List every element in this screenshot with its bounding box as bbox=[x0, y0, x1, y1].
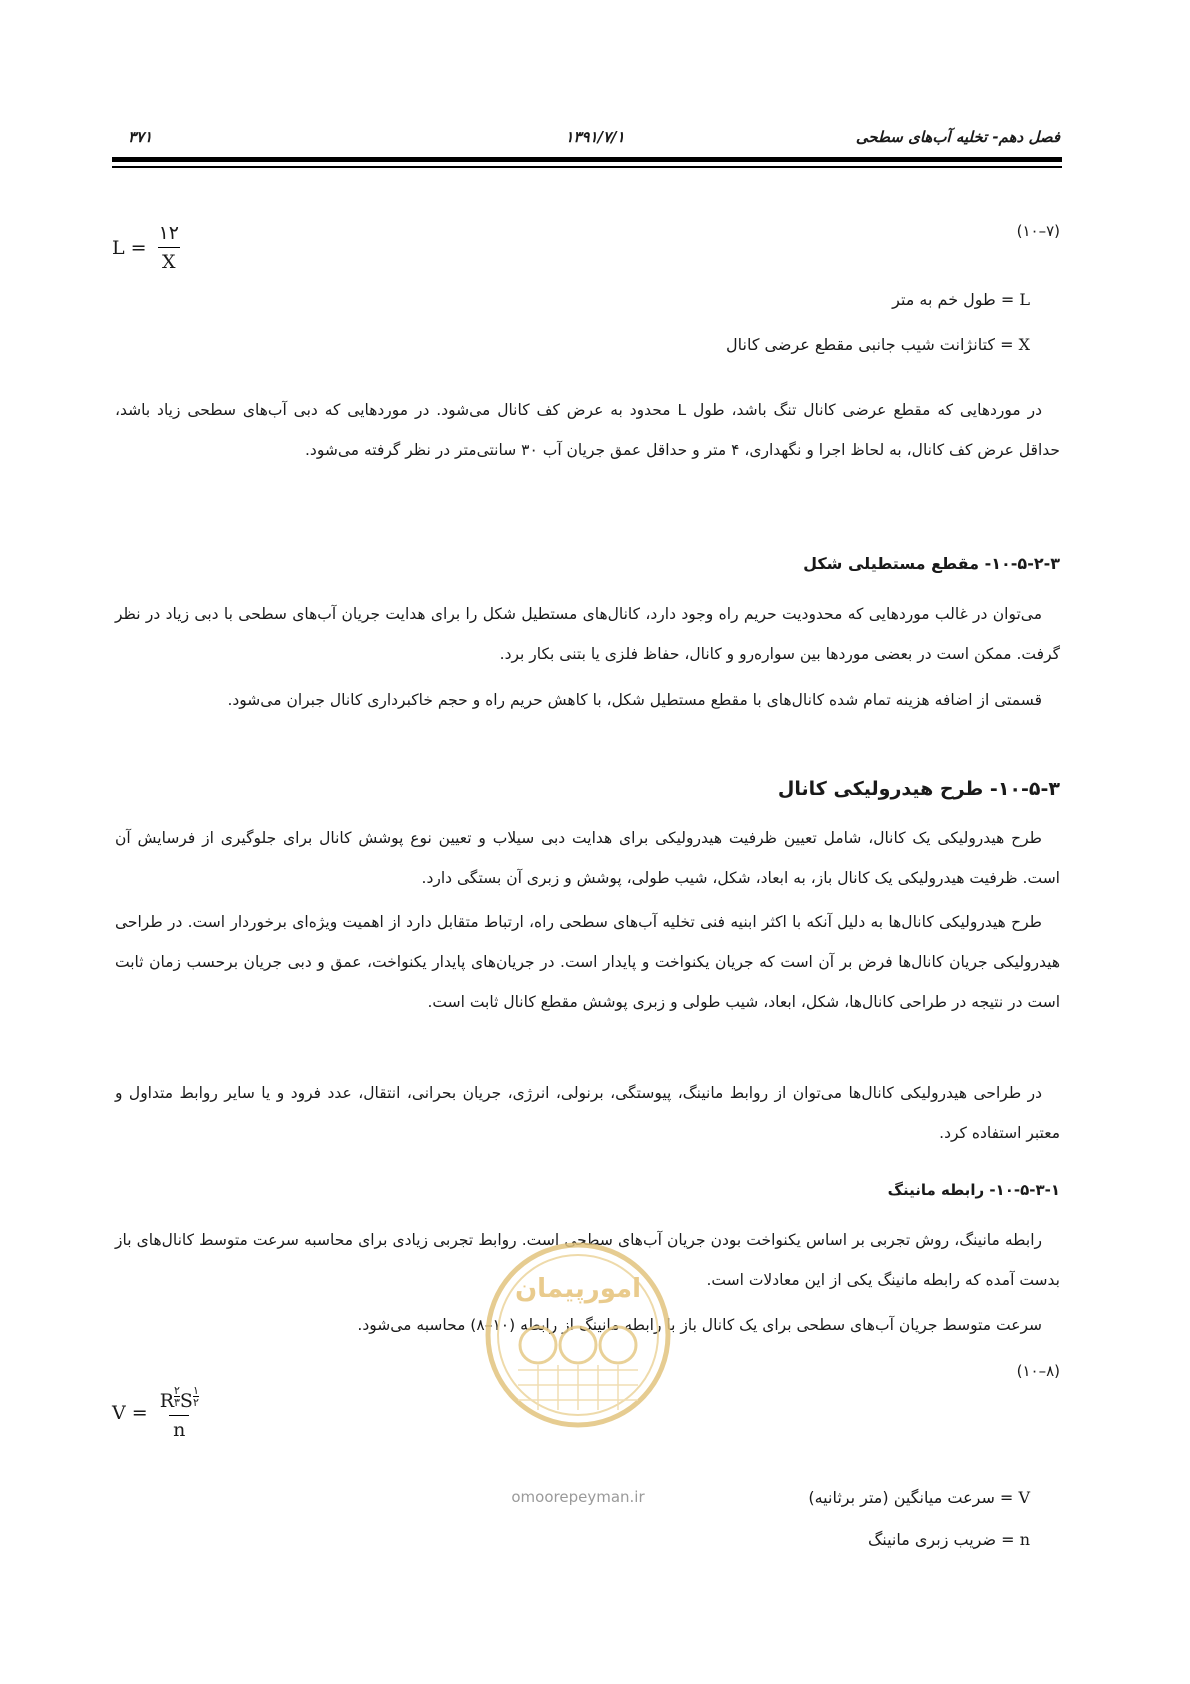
exponent-denominator: ۳ bbox=[174, 1396, 180, 1409]
symbol-R: R bbox=[159, 1390, 174, 1412]
definition-symbol: X bbox=[1018, 335, 1030, 354]
paragraph-extra-cost: قسمتی از اضافه هزینه تمام شده کانال‌های با مقطع مستطیل شکل، با کاهش حریم راه و حجم خاکبرداری کانال جبران می‌شود. bbox=[227, 691, 1042, 709]
definition-symbol: L bbox=[1019, 290, 1030, 309]
equation-number-10-7: (۷–۱۰) bbox=[1016, 222, 1060, 240]
formula-lhs: L = bbox=[112, 236, 147, 259]
paragraph-hydraulic-design-definition: طرح هیدرولیکی یک کانال، شامل تعیین ظرفیت هیدرولیکی برای هدایت دبی سیلاب و تعیین نوع پوشش کانال برای جلوگیری از فرسایش آن است. ظرفیت هیدرولیکی یک کانال باز، به ابعاد، شکل، شیب طولی، پوشش و زبری آن بستگی دارد. bbox=[115, 829, 1060, 887]
definition-X bbox=[726, 335, 1030, 354]
section-heading-manning: ۱۰-۵-۳-۱- رابطه مانینگ bbox=[887, 1181, 1060, 1199]
formula-lhs: V = bbox=[112, 1402, 148, 1424]
running-header-chapter: فصل دهم- تخلیه آب‌های سطحی bbox=[855, 128, 1060, 146]
paragraph-manning-method: رابطه مانینگ، روش تجربی بر اساس یکنواخت بودن جریان آب‌های سطحی است. روابط تجربی زیادی برای محاسبه سرعت متوسط کانال‌های باز بدست آمده که رابطه مانینگ یکی از این معادلات است. bbox=[115, 1231, 1060, 1289]
page-number: ۳۷۱ bbox=[128, 128, 153, 146]
watermark-logo bbox=[478, 1235, 678, 1475]
fraction-denominator: n bbox=[169, 1415, 189, 1441]
paragraph-rectangular-channels: می‌توان در غالب موردهایی که محدودیت حریم راه وجود دارد، کانال‌های مستطیل شکل را برای هدایت جریان آب‌های سطحی با دبی زیاد در نظر گرفت. ممکن است در بعضی موردها بین سواره‌رو و کانال، حفاظ فلزی یا بتنی بکار برد. bbox=[115, 605, 1060, 663]
header-rule-thin bbox=[112, 166, 1062, 168]
formula-bend-length bbox=[112, 222, 183, 273]
fraction-numerator bbox=[156, 1385, 203, 1415]
definition-text: = سرعت میانگین (متر برثانیه) bbox=[808, 1488, 1014, 1507]
definition-text: = طول خم به متر bbox=[892, 290, 1015, 309]
exponent-S bbox=[193, 1385, 199, 1408]
paragraph-manning-velocity: سرعت متوسط جریان آب‌های سطحی برای یک کانال باز با رابطه مانینگ از رابطه (۱۰–۸) محاسبه می‌شود. bbox=[357, 1316, 1042, 1334]
paragraph-channel-width: در موردهایی که مقطع عرضی کانال تنگ باشد، طول L محدود به عرض کف کانال می‌شود. در موردهایی که دبی آب‌های سطحی زیاد باشد، حداقل عرض کف کانال، به لحاظ اجرا و نگهداری، ۴ متر و حداقل عمق جریان آب ۳۰ سانتی‌متر در نظر گرفته می‌شود. bbox=[115, 401, 1060, 459]
fraction-denominator: X bbox=[158, 247, 180, 273]
definition-text: = ضریب زبری مانینگ bbox=[867, 1530, 1015, 1549]
exponent-numerator: ۲ bbox=[174, 1384, 180, 1397]
definition-symbol: V bbox=[1018, 1488, 1030, 1507]
section-heading-hydraulic-design: ۱۰-۵-۳- طرح هیدرولیکی کانال bbox=[777, 778, 1060, 800]
header-rule-thick bbox=[112, 157, 1062, 162]
formula-manning bbox=[112, 1385, 203, 1441]
exponent-denominator: ۲ bbox=[192, 1396, 199, 1409]
definition-V bbox=[808, 1488, 1030, 1507]
definition-L bbox=[892, 290, 1030, 309]
running-header-date: ۱۳۹۱/۷/۱ bbox=[565, 128, 625, 146]
formula-fraction bbox=[155, 222, 183, 273]
exponent-numerator: ۱ bbox=[192, 1384, 199, 1397]
symbol-S: S bbox=[179, 1390, 193, 1412]
fraction-numerator: ۱۲ bbox=[158, 222, 179, 244]
section-heading-rectangular-section: ۱۰-۵-۲-۳- مقطع مستطیلی شکل bbox=[803, 554, 1060, 573]
definition-text: = کتانژانت شیب جانبی مقطع عرضی کانال bbox=[726, 335, 1014, 354]
formula-fraction bbox=[156, 1385, 203, 1441]
paragraph-hydraulic-relations: در طراحی هیدرولیکی کانال‌ها می‌توان از روابط مانینگ، پیوستگی، برنولی، انرژی، جریان بحرانی، انتقال، عدد فرود و یا سایر روابط متداول و معتبر استفاده کرد. bbox=[115, 1084, 1060, 1142]
equation-number-10-8: (۸–۱۰) bbox=[1016, 1362, 1060, 1380]
watermark-logo-text: امورپیمان bbox=[514, 1274, 642, 1304]
definition-symbol: n bbox=[1019, 1530, 1030, 1549]
watermark-url: omoorepeyman.ir bbox=[511, 1488, 645, 1506]
definition-n bbox=[868, 1530, 1030, 1549]
paragraph-hydraulic-design-importance: طرح هیدرولیکی کانال‌ها به دلیل آنکه با اکثر ابنیه فنی تخلیه آب‌های سطحی راه، ارتباط متقابل دارد از اهمیت ویژه‌ای برخوردار است. در طراحی هیدرولیکی جریان کانال‌ها فرض بر آن است که جریان یکنواخت و پایدار است. در جریان‌های پایدار یکنواخت، عمق و دبی جریان برحسب زمان ثابت است در نتیجه در طراحی کانال‌ها، شکل، ابعاد، شیب طولی و زبری پوشش مقطع کانال ثابت است. bbox=[115, 913, 1060, 1011]
